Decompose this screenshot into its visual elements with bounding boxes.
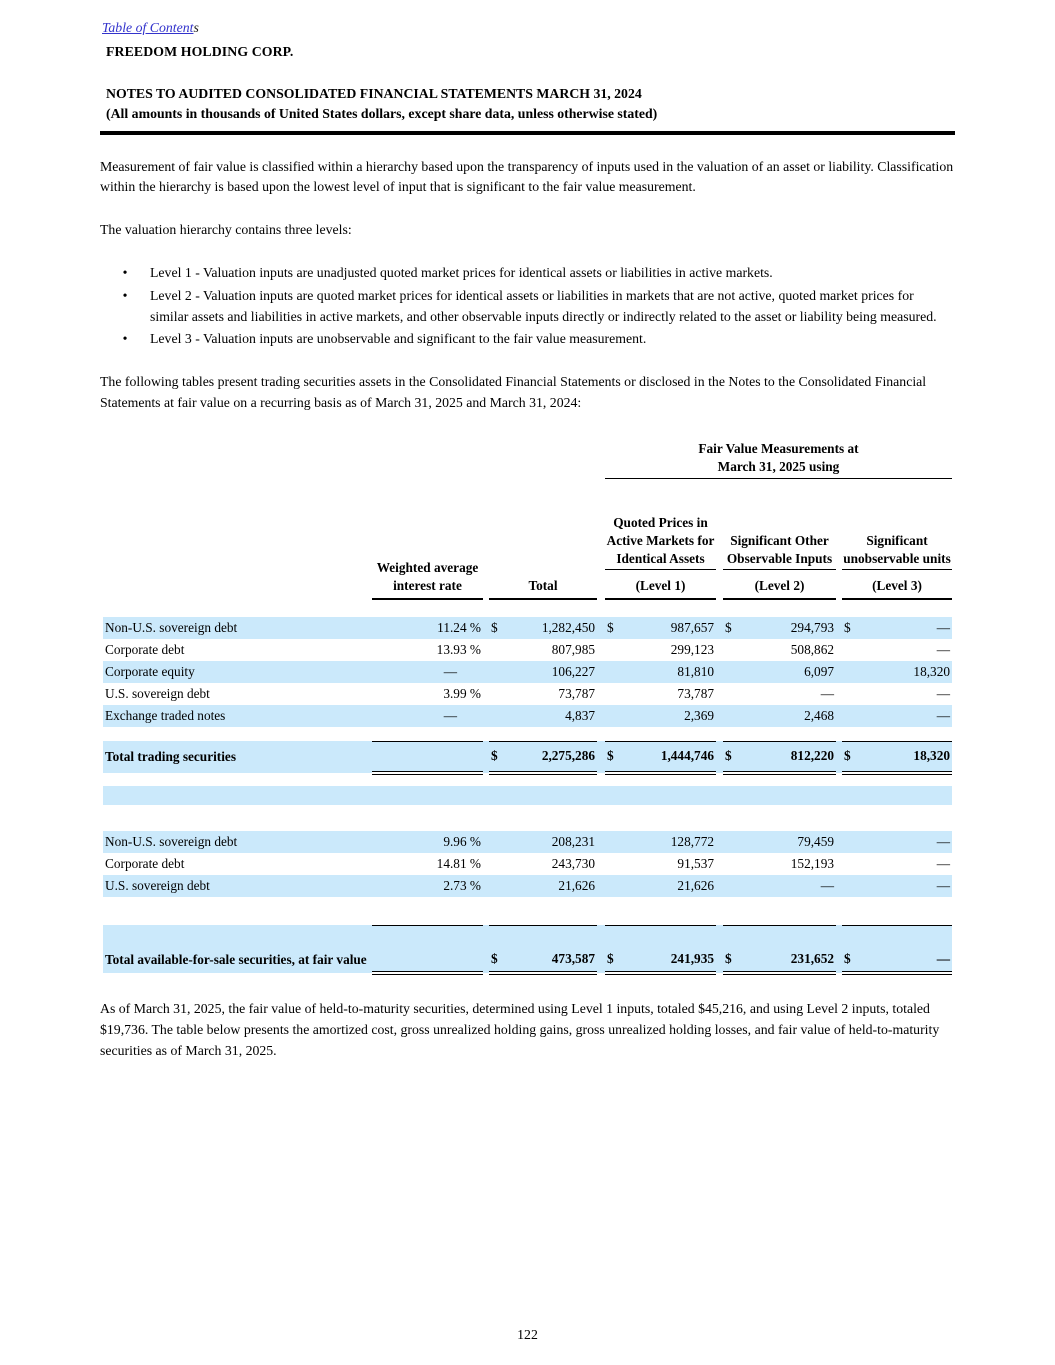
total-available-for-sale-row xyxy=(103,925,952,973)
empty-highlight-row xyxy=(103,786,952,805)
cell-rate: 14.81 % xyxy=(436,856,481,872)
paragraph-hierarchy-intro: The valuation hierarchy contains three levels: xyxy=(100,222,352,238)
dollar-sign: $ xyxy=(842,925,858,973)
cell-rate: 3.99 % xyxy=(443,686,481,702)
table-row xyxy=(103,639,952,661)
row-label: Total trading securities xyxy=(105,749,236,765)
cell-level3: 18,320 xyxy=(913,664,950,680)
bullet-icon: • xyxy=(122,288,128,304)
bullet-icon: • xyxy=(122,331,128,347)
cell-rate: 2.73 % xyxy=(443,878,481,894)
column-header-level2: (Level 2) xyxy=(723,577,836,600)
table-row xyxy=(103,853,952,875)
breadcrumb xyxy=(102,20,955,36)
valuation-levels-list xyxy=(100,263,955,350)
span-header xyxy=(605,440,952,479)
row-label: Corporate debt xyxy=(105,856,185,872)
document-title-line1: NOTES TO AUDITED CONSOLIDATED FINANCIAL STATEMENTS MARCH 31, 2024 xyxy=(106,86,642,101)
dollar-sign: $ xyxy=(842,741,858,773)
fair-value-table-header xyxy=(103,440,952,600)
cell-level1: 81,810 xyxy=(677,664,714,680)
list-item xyxy=(100,329,955,350)
table-row xyxy=(103,831,952,853)
cell-total: 21,626 xyxy=(558,878,595,894)
table-row xyxy=(103,661,952,683)
cell-level3: — xyxy=(936,856,950,872)
column-header-level2-desc: Significant Other Observable Inputs xyxy=(723,532,836,570)
fair-value-table-body xyxy=(103,617,952,975)
column-header-level3-desc: Significant unobservable units xyxy=(842,532,952,570)
table-row xyxy=(103,705,952,727)
page-number: 122 xyxy=(517,1327,538,1342)
fair-value-table xyxy=(103,440,952,975)
cell-level2: 508,862 xyxy=(790,642,834,658)
row-label: Non-U.S. sovereign debt xyxy=(105,834,238,850)
cell-level1: 91,537 xyxy=(677,856,714,872)
cell-level1: 299,123 xyxy=(670,642,714,658)
column-header-total: Total xyxy=(489,577,597,600)
cell-total: 2,275,286 xyxy=(505,741,597,773)
dollar-sign: $ xyxy=(723,925,739,973)
cell-level2: — xyxy=(820,878,834,894)
list-item xyxy=(100,286,955,327)
column-header-level1: (Level 1) xyxy=(605,577,716,600)
cell-level2: 6,097 xyxy=(804,664,834,680)
column-header-rate: Weighted average interest rate xyxy=(372,559,483,600)
column-header-level3: (Level 3) xyxy=(842,577,952,600)
cell-level2: 79,459 xyxy=(797,834,834,850)
cell-total: 106,227 xyxy=(551,664,595,680)
table-of-contents-link[interactable]: Table of Content xyxy=(102,20,194,35)
dollar-sign: $ xyxy=(725,620,732,636)
cell-level3: — xyxy=(936,686,950,702)
toc-suffix: s xyxy=(193,20,199,35)
cell-level2: 2,468 xyxy=(804,708,834,724)
cell-level1: 21,626 xyxy=(677,878,714,894)
row-label: U.S. sovereign debt xyxy=(105,686,210,702)
dollar-sign: $ xyxy=(607,620,614,636)
cell-level3: — xyxy=(936,878,950,894)
cell-level1: 73,787 xyxy=(677,686,714,702)
cell-total: 4,837 xyxy=(565,708,595,724)
dollar-sign: $ xyxy=(489,741,505,773)
table-row xyxy=(103,875,952,897)
document-title-line2: (All amounts in thousands of United States dollars, except share data, unless otherwise stated) xyxy=(106,106,658,121)
row-label: Exchange traded notes xyxy=(105,708,226,724)
cell-level1: 1,444,746 xyxy=(621,741,716,773)
row-label: U.S. sovereign debt xyxy=(105,878,210,894)
table-row xyxy=(103,683,952,705)
cell-level2: 294,793 xyxy=(790,620,834,636)
row-label: Corporate debt xyxy=(105,642,185,658)
dollar-sign: $ xyxy=(489,925,505,973)
dollar-sign: $ xyxy=(605,925,621,973)
cell-level3: — xyxy=(936,708,950,724)
title-divider xyxy=(100,131,955,135)
cell-level2: — xyxy=(820,686,834,702)
row-label: Corporate equity xyxy=(105,664,195,680)
total-trading-securities-row xyxy=(103,741,952,773)
bullet-icon: • xyxy=(122,265,128,281)
cell-total: 208,231 xyxy=(551,834,595,850)
list-item-text: Level 3 - Valuation inputs are unobservable and significant to the fair value measurement. xyxy=(150,331,647,347)
cell-level2: 812,220 xyxy=(739,741,836,773)
paragraph-tables-intro: The following tables present trading securities assets in the Consolidated Financial Statements or disclosed in the Notes to the Consolidated Financial Statements at fair value on a recurring basis as of March 31, 2025 and March 31, 2024: xyxy=(100,374,927,411)
cell-total: 1,282,450 xyxy=(541,620,595,636)
cell-level3: — xyxy=(936,834,950,850)
dollar-sign: $ xyxy=(605,741,621,773)
paragraph-fair-value: Measurement of fair value is classified within a hierarchy based upon the transparency of inputs used in the valuation of an asset or liability. Classification within the hierarchy is based upon the lowest level of input that is significant to the fair value measurement. xyxy=(100,158,954,195)
span-header-line2: March 31, 2025 using xyxy=(717,459,840,475)
dollar-sign: $ xyxy=(723,741,739,773)
dollar-sign: $ xyxy=(491,620,498,636)
cell-level3: — xyxy=(936,620,950,636)
cell-level2: 152,193 xyxy=(790,856,834,872)
cell-total: 473,587 xyxy=(505,925,597,973)
cell-rate: — xyxy=(443,664,457,680)
cell-level1: 241,935 xyxy=(621,925,716,973)
cell-level3: — xyxy=(936,642,950,658)
document-title xyxy=(106,84,955,124)
table-row xyxy=(103,617,952,639)
cell-level1: 987,657 xyxy=(670,620,714,636)
cell-total: 243,730 xyxy=(551,856,595,872)
paragraph-held-to-maturity: As of March 31, 2025, the fair value of held-to-maturity securities, determined using Level 1 inputs, totaled $45,216, and using Level 2 inputs, totaled $19,736. The table below presents the amortized cost, gross unrealized holding gains, gross unrealized holding losses, and fair value of held-to-maturity securities as of March 31, 2025. xyxy=(100,1001,940,1059)
cell-level1: 128,772 xyxy=(670,834,714,850)
company-name: FREEDOM HOLDING CORP. xyxy=(106,44,294,59)
cell-rate: 11.24 % xyxy=(437,620,481,636)
cell-rate: — xyxy=(443,708,457,724)
cell-level3: 18,320 xyxy=(858,741,952,773)
span-header-line1: Fair Value Measurements at xyxy=(698,441,859,457)
cell-rate: 9.96 % xyxy=(443,834,481,850)
cell-rate: 13.93 % xyxy=(436,642,481,658)
list-item-text: Level 1 - Valuation inputs are unadjusted quoted market prices for identical assets or liabilities in active markets. xyxy=(150,265,773,281)
cell-level3: — xyxy=(858,925,952,973)
cell-total: 807,985 xyxy=(551,642,595,658)
cell-level1: 2,369 xyxy=(684,708,714,724)
dollar-sign: $ xyxy=(844,620,851,636)
list-item-text: Level 2 - Valuation inputs are quoted market prices for identical assets or liabilities in markets that are not active, quoted market prices for similar assets and liabilities in active markets, and other observable inputs directly or indirectly related to the asset or liability being measured. xyxy=(150,288,937,324)
row-label: Non-U.S. sovereign debt xyxy=(105,620,238,636)
list-item xyxy=(100,263,955,284)
cell-level2: 231,652 xyxy=(739,925,836,973)
column-header-level1-desc: Quoted Prices in Active Markets for Identical Assets xyxy=(605,514,716,570)
cell-total: 73,787 xyxy=(558,686,595,702)
row-label: Total available-for-sale securities, at fair value xyxy=(105,952,367,968)
